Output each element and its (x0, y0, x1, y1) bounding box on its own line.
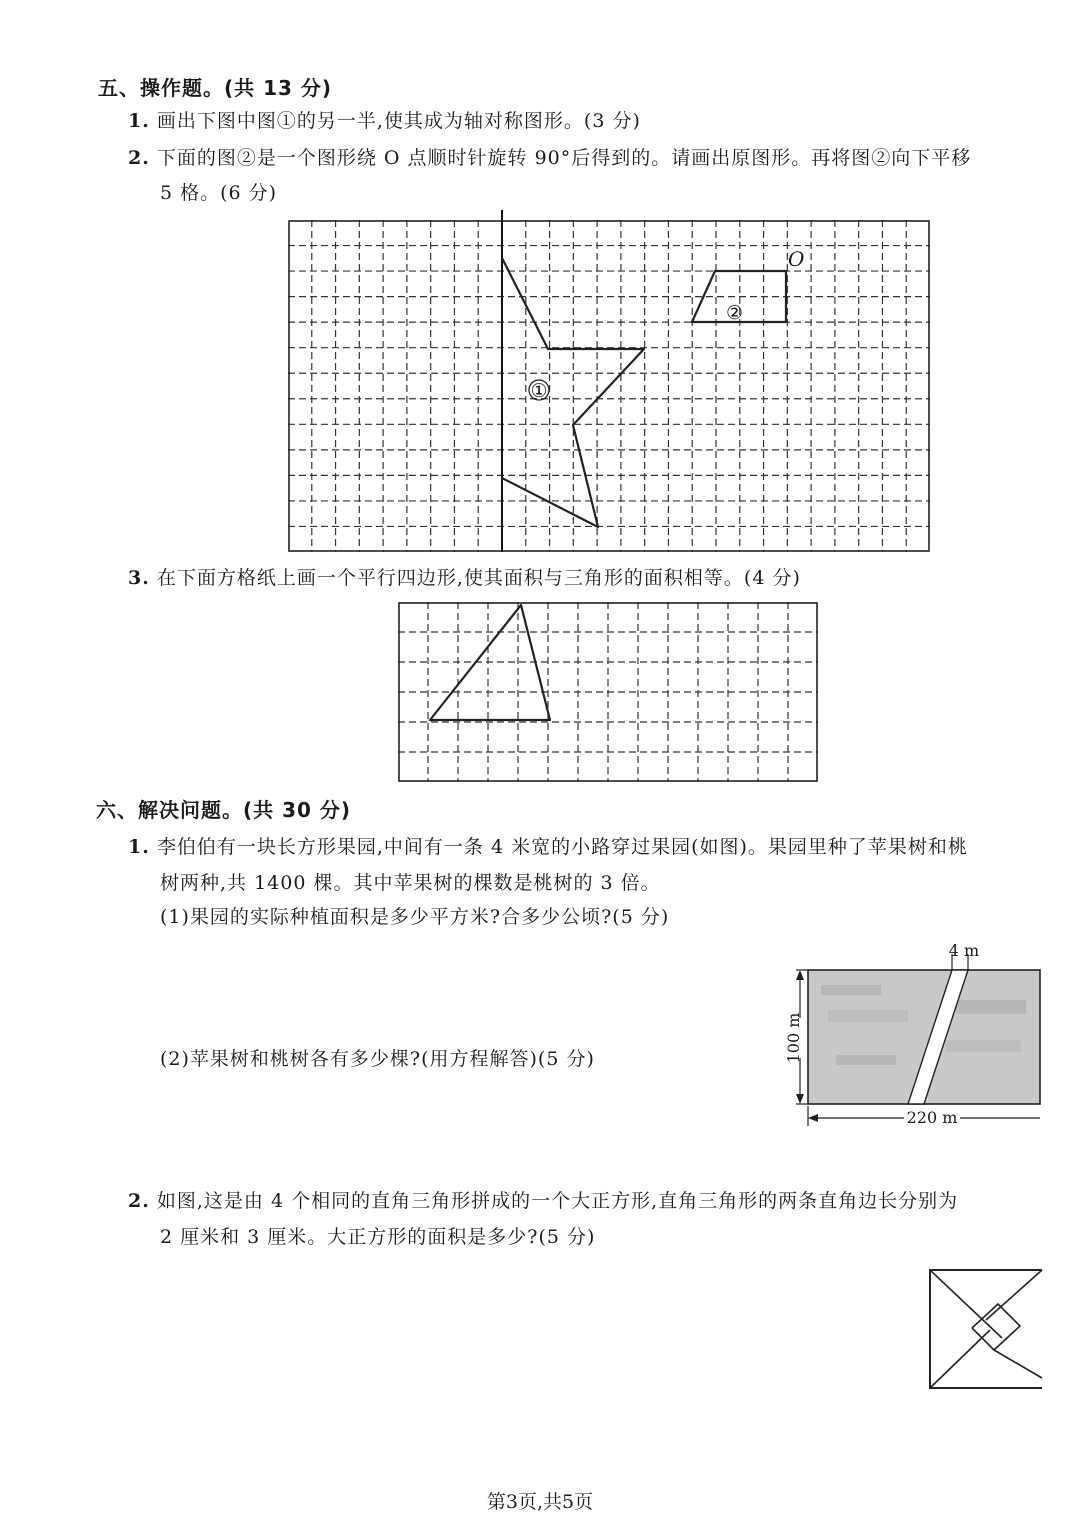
question-text: 如图,这是由 4 个相同的直角三角形拼成的一个大正方形,直角三角形的两条直角边长分别为 (156, 1190, 959, 1212)
question-6-1-cont: 树两种,共 1400 棵。其中苹果树的棵数是桃树的 3 倍。 (160, 872, 661, 894)
height-arrow-bottom (796, 1094, 804, 1104)
triangle-edge-1 (930, 1270, 1002, 1338)
orchard-figure (776, 940, 1040, 1140)
grid-figure-1 (288, 220, 930, 552)
question-text: 李伯伯有一块长方形果园,中间有一条 4 米宽的小路穿过果园(如图)。果园里种了苹果树和桃 (156, 836, 968, 858)
question-6-1 (128, 836, 968, 859)
sub-question-2: (2)苹果树和桃树各有多少棵?(用方程解答)(5 分) (160, 1048, 595, 1070)
page-footer: 第3页,共5页 (486, 1491, 594, 1513)
question-number: 3. (128, 567, 150, 589)
outer-square (930, 1270, 1042, 1388)
question-text: 在下面方格纸上画一个平行四边形,使其面积与三角形的面积相等。(4 分) (156, 567, 801, 589)
square-figure (928, 1268, 1042, 1390)
question-number: 1. (128, 110, 150, 132)
question-5-1 (128, 110, 641, 133)
length-label: 220 m (906, 1108, 958, 1127)
question-number: 1. (128, 836, 150, 858)
section5-title: 五、操作题。(共 13 分) (98, 76, 333, 100)
question-5-2 (128, 147, 971, 170)
section6-title: 六、解决问题。(共 30 分) (96, 798, 352, 822)
shape-2-label: ② (726, 302, 744, 324)
sub-question-1: (1)果园的实际种植面积是多少平方米?合多少公顷?(5 分) (160, 906, 670, 928)
question-number: 2. (128, 1190, 150, 1212)
question-number: 2. (128, 147, 150, 169)
triangle-edge-3 (986, 1270, 1042, 1320)
rotation-point-o: O (788, 247, 805, 271)
question-text: 画出下图中图①的另一半,使其成为轴对称图形。(3 分) (156, 110, 641, 132)
question-6-2 (128, 1190, 958, 1213)
shape-1-label: ① (530, 380, 548, 402)
grid-figure-2 (398, 602, 818, 782)
road-width-label: 4 m (948, 941, 980, 960)
height-label: 100 m (784, 1012, 803, 1064)
grid-dashed-lines (398, 602, 818, 782)
triangle-edge-2 (930, 1330, 990, 1388)
question-text: 下面的图②是一个图形绕 O 点顺时针旋转 90°后得到的。请画出原图形。再将图②向下平移 (156, 147, 972, 169)
triangle-edge-4 (994, 1350, 1042, 1378)
question-5-2-cont: 5 格。(6 分) (160, 182, 278, 204)
question-5-3 (128, 567, 801, 590)
length-arrow-left (808, 1114, 818, 1122)
question-6-2-cont: 2 厘米和 3 厘米。大正方形的面积是多少?(5 分) (160, 1226, 596, 1248)
height-arrow-top (796, 970, 804, 980)
